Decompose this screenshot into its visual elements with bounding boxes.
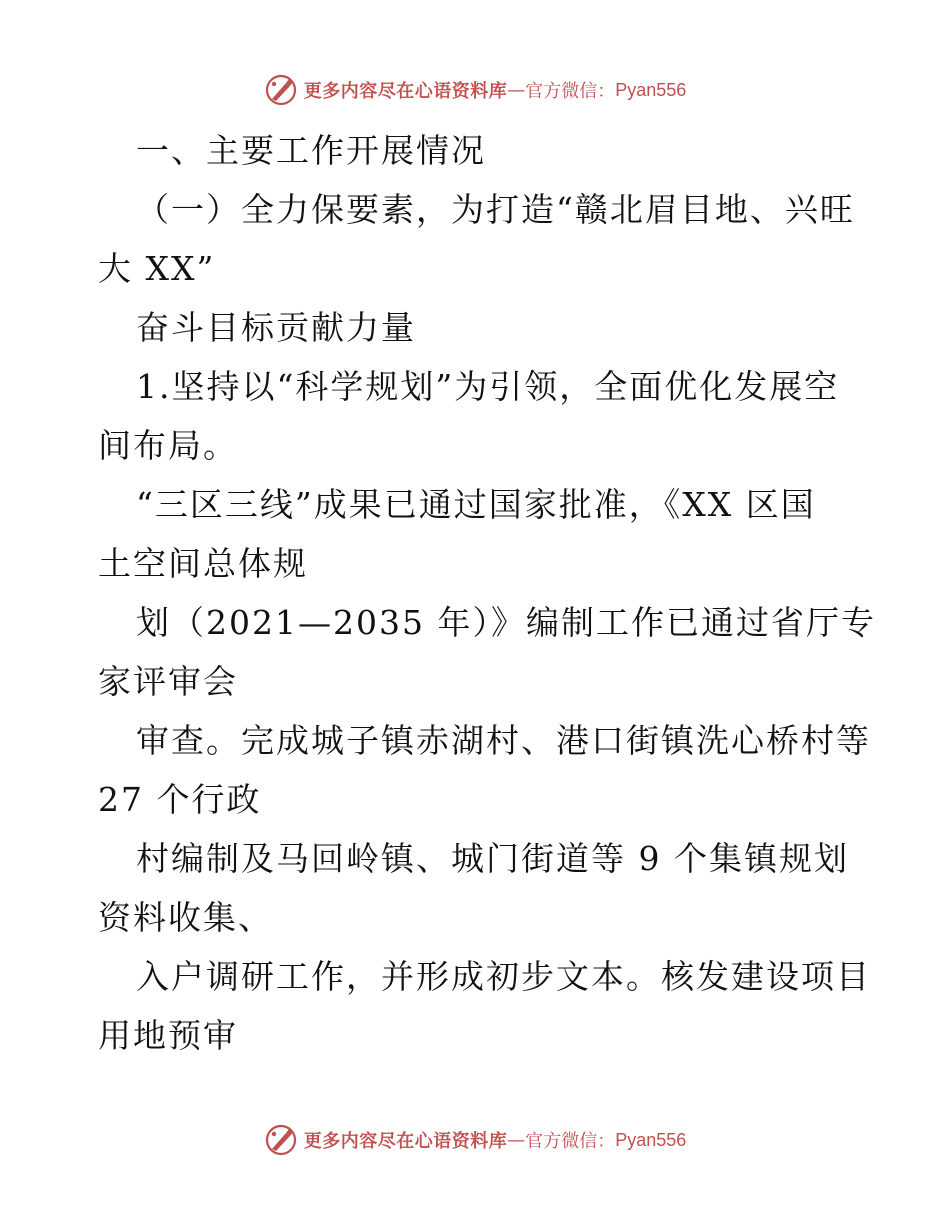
body-line: “三区三线”成果已通过国家批准，《XX 区国 xyxy=(136,485,816,524)
body-line: 土空间总体规 xyxy=(98,544,308,583)
body-line: 资料收集、 xyxy=(98,898,273,937)
watermark-text: 更多内容尽在心语资料库 xyxy=(303,1131,508,1152)
watermark-official-label: 官方微信： xyxy=(525,1131,616,1152)
watermark-separator: — xyxy=(507,79,526,101)
body-line: （一）全力保要素，为打造“赣北眉目地、兴旺 xyxy=(136,190,855,229)
body-line: 1.坚持以“科学规划”为引领，全面优化发展空 xyxy=(136,367,840,406)
watermark-account: Pyan556 xyxy=(615,1129,687,1150)
body-line: 划（2021—2035 年）》编制工作已通过省厅专 xyxy=(136,603,876,642)
body-line: 奋斗目标贡献力量 xyxy=(136,308,416,347)
body-line: 家评审会 xyxy=(98,662,238,701)
body-line: 27 个行政 xyxy=(98,780,262,819)
watermark-official-label: 官方微信： xyxy=(525,81,616,102)
watermark-footer xyxy=(0,1120,950,1160)
document-body xyxy=(98,121,876,1065)
pen-logo-icon xyxy=(264,73,298,107)
body-line: 大 XX” xyxy=(98,249,216,288)
watermark-header xyxy=(0,70,950,110)
body-line: 一、主要工作开展情况 xyxy=(136,131,486,170)
body-line: 用地预审 xyxy=(98,1016,238,1055)
watermark-separator: — xyxy=(507,1129,526,1151)
pen-logo-icon xyxy=(264,1123,298,1157)
body-line: 间布局。 xyxy=(98,426,238,465)
watermark-text: 更多内容尽在心语资料库 xyxy=(303,81,508,102)
watermark-account: Pyan556 xyxy=(615,79,687,100)
body-line: 入户调研工作，并形成初步文本。核发建设项目 xyxy=(136,957,871,996)
body-line: 村编制及马回岭镇、城门街道等 9 个集镇规划 xyxy=(136,839,849,878)
body-line: 审查。完成城子镇赤湖村、港口街镇洗心桥村等 xyxy=(136,721,871,760)
